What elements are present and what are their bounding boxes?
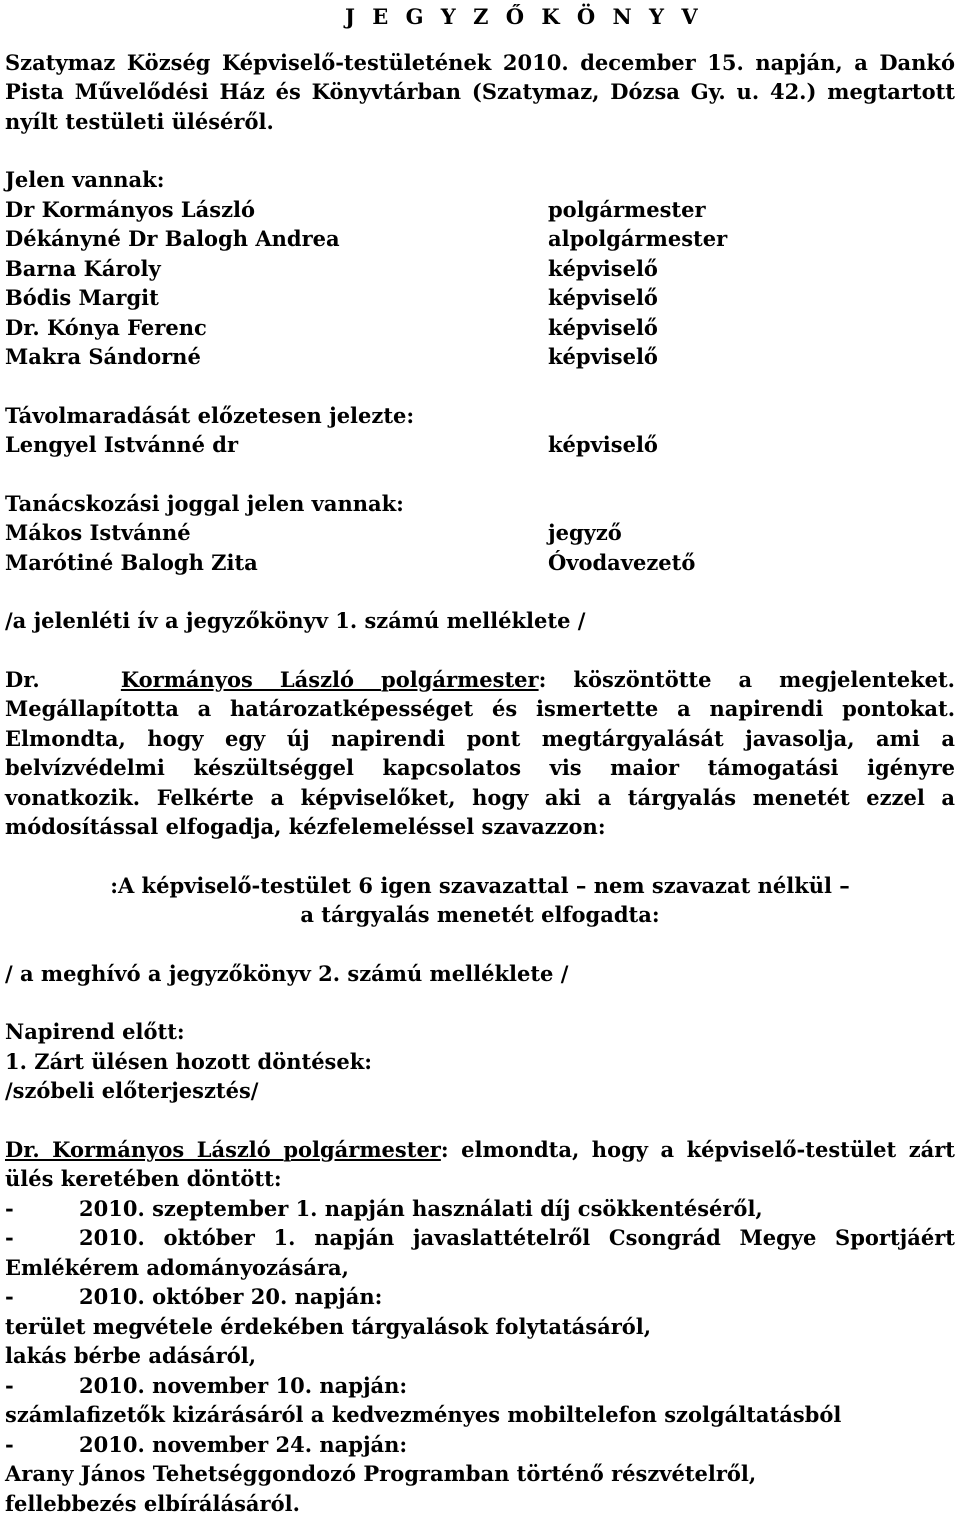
spacer [5,930,955,959]
attachment-note-1: /a jelenléti ív a jegyzőkönyv 1. számú melléklete / [5,608,586,633]
attendee-row [5,283,955,313]
attendee-name: Barna Károly [5,255,161,281]
attendee-row [5,195,955,225]
attendee-role: képviselő [548,344,658,369]
speaker1-paragraph [5,665,955,842]
advisory-name: Marótiné Balogh Zita [5,549,258,575]
attendee-role: polgármester [548,196,706,222]
attendee-name: Dékányné Dr Balogh Andrea [5,226,340,251]
agenda-item: 1. Zárt ülésen hozott döntések: [5,1048,373,1074]
speaker1-name: Kormányos László polgármester [120,666,539,692]
decision-continuation: Arany János Tehetséggondozó Programban történő részvételről, [5,1461,757,1486]
speaker1-text: : köszöntötte a megjelenteket. Megállapította a határozatképességet és ismertette a napirendi pontokat. Elmondta, hogy egy új napirendi pont megtárgyalását javasolja, ami a belvízvédelmi készültséggel kapcsolatos vis maior támogatási igényre vonatkozik. Felkérte a képviselőket, hogy aki a tárgyalás menetét ezzel a módosítással elfogadja, kézfelemeléssel szavazzon: [5,666,955,839]
advisory-heading: Tanácskozási joggal jelen vannak: [5,490,404,516]
advisory-row [5,518,955,548]
attendee-name: Dr Kormányos László [5,196,255,222]
advisory-name: Mákos Istvánné [5,520,191,545]
list-dash: - [5,1284,14,1309]
spacer [5,460,955,489]
spacer [5,988,955,1017]
spacer [5,636,955,665]
present-heading: Jelen vannak: [5,167,165,192]
decision-item [5,1371,955,1401]
advisory-role: jegyző [548,520,622,545]
absent-role: képviselő [548,432,658,457]
spacer [5,136,955,165]
attendee-role: képviselő [548,285,658,310]
decision-continuation: számlafizetők kizárásáról a kedvezményes mobiltelefon szolgáltatásból [5,1402,842,1427]
attachment-note-2: / a meghívó a jegyzőkönyv 2. számú melléklete / [5,960,569,986]
absent-name: Lengyel Istvánné dr [5,432,239,457]
decision-item [5,1282,955,1312]
resolution-line-2: a tárgyalás menetét elfogadta: [300,902,660,927]
spacer [5,577,955,606]
intro-paragraph: Szatymaz Község Képviselő-testületének 2010. december 15. napján, a Dankó Pista Művelődési Ház és Könyvtárban (Szatymaz, Dózsa Gy. u. 42.) megtartott nyílt testületi üléséről. [5,49,955,134]
advisory-role: Óvodavezető [548,549,696,575]
spacer [5,32,955,48]
speaker2-paragraph [5,1135,955,1194]
spacer [5,842,955,871]
speaker2-text: : elmondta, hogy a képviselő-testület zárt ülés keretében döntött: [5,1136,955,1191]
attendee-role: alpolgármester [548,226,728,251]
attendee-row [5,254,955,284]
spacer [5,1106,955,1135]
attendee-row [5,313,955,343]
agenda-note: /szóbeli előterjesztés/ [5,1078,259,1103]
decision-continuation: Emlékérem adományozására, [5,1254,349,1280]
attendee-row [5,224,955,254]
advisory-row [5,548,955,578]
speaker2-name: Dr. Kormányos László polgármester [5,1136,441,1162]
absent-heading: Távolmaradását előzetesen jelezte: [5,402,415,428]
decision-text: 2010. november 24. napján: [79,1431,408,1457]
attendee-role: képviselő [548,255,658,281]
decision-item [5,1194,955,1224]
agenda-heading: Napirend előtt: [5,1019,185,1044]
list-dash: - [5,1225,14,1250]
decision-text: 2010. november 10. napján: [79,1372,408,1398]
attendee-role: képviselő [548,314,658,340]
attendee-name: Dr. Kónya Ferenc [5,314,207,340]
list-dash: - [5,1195,14,1221]
attendee-name: Makra Sándorné [5,344,201,369]
decision-text: 2010. október 20. napján: [79,1284,383,1309]
attendee-row [5,342,955,372]
list-dash: - [5,1372,14,1398]
list-dash: - [5,1431,14,1457]
document-page [5,0,955,1518]
spacer [5,372,955,401]
attendee-name: Bódis Margit [5,285,159,310]
decision-continuation: lakás bérbe adásáról, [5,1343,257,1368]
decision-text: 2010. október 1. napján javaslattételről Csongrád Megye Sportjáért [79,1225,955,1250]
decision-item [5,1223,955,1253]
resolution-line-1: :A képviselő-testület 6 igen szavazattal – nem szavazat nélkül – [110,872,850,898]
decision-text: 2010. szeptember 1. napján használati díj csökkentéséről, [79,1195,763,1221]
speaker1-prefix: Dr. [5,666,40,692]
document-title: J E G Y Z Ő K Ö N Y V [345,4,703,29]
decision-continuation: terület megvétele érdekében tárgyalások folytatásáról, [5,1313,652,1339]
absent-row [5,430,955,460]
present-list [5,195,955,372]
decision-continuation: fellebbezés elbírálásáról. [5,1490,300,1516]
decision-item [5,1430,955,1460]
